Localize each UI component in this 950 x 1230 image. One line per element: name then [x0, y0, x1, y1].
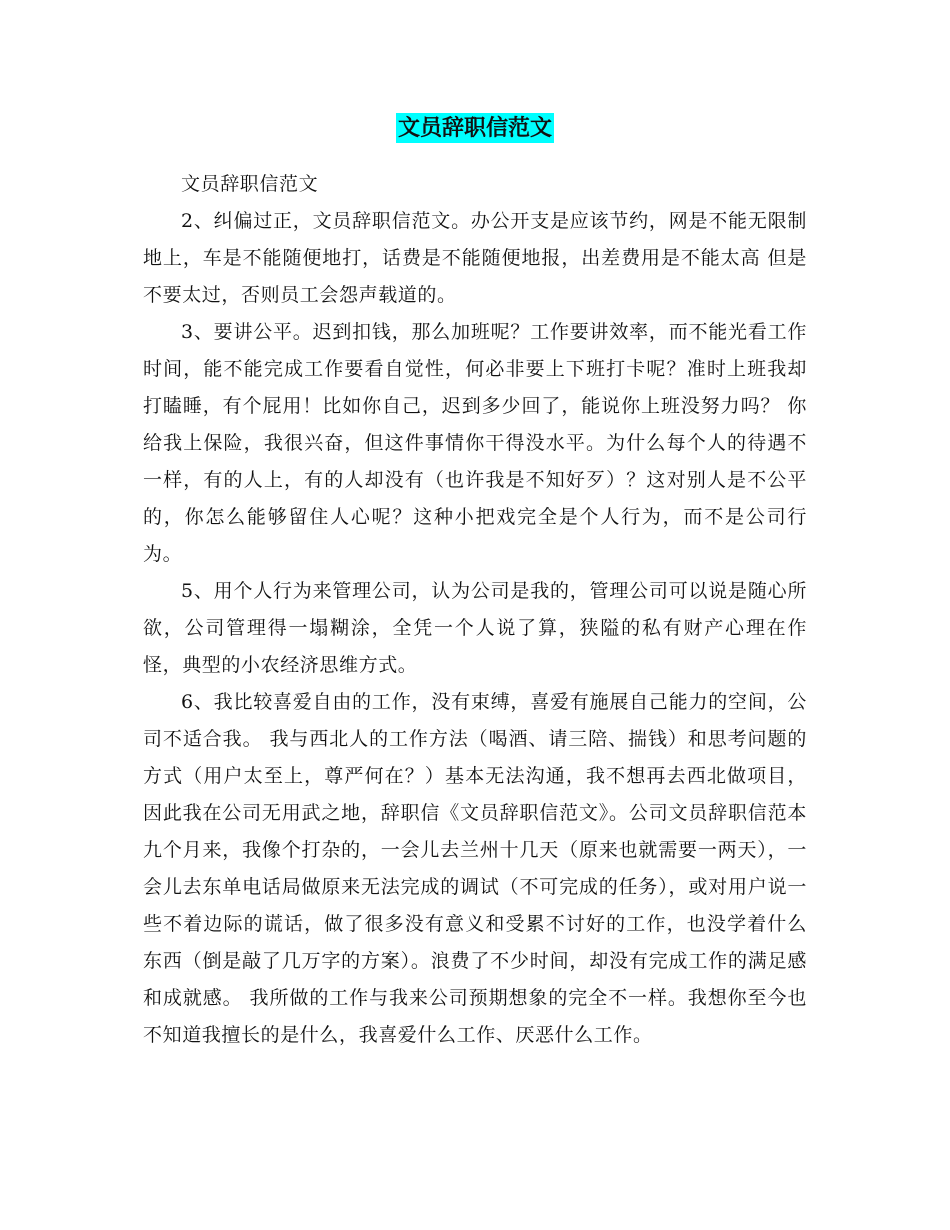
paragraph-6: 6、我比较喜爱自由的工作，没有束缚，喜爱有施展自己能力的空间，公司不适合我。 我与西北人的工作方法（喝酒、请三陪、揣钱）和思考问题的方式（用户太至上，尊严何在？）基本无法沟通，我不想再去西北做项目，因此我在公司无用武之地，辞职信《文员辞职信范文》。公司文员辞职信范本 九个月来，我像个打杂的，一会儿去兰州十几天（原来也就需要一两天），一会儿去东单电话局做原来无法完成的调试（不可完成的任务），或对用户说一些不着边际的谎话，做了很多没有意义和受累不讨好的工作，也没学着什么东西（倒是敲了几万字的方案）。浪费了不少时间，却没有完成工作的满足感和成就感。 我所做的工作与我来公司预期想象的完全不一样。我想你至今也不知道我擅长的是什么，我喜爱什么工作、厌恶什么工作。: [143, 691, 807, 1046]
paragraph-3: 3、要讲公平。迟到扣钱，那么加班呢？工作要讲效率，而不能光看工作时间，能不能完成工作要看自觉性，何必非要上下班打卡呢？准时上班我却打瞌睡，有个屁用！比如你自己，迟到多少回了，能说你上班没努力吗？ 你给我上保险，我很兴奋，但这件事情你干得没水平。为什么每个人的待遇不一样，有的人上，有的人却没有（也许我是不知好歹）？这对别人是不公平的，你怎么能够留住人心呢？这种小把戏完全是个人行为，而不是公司行为。: [143, 321, 807, 565]
title-container: [0, 113, 950, 143]
paragraph-heading: 文员辞职信范文: [181, 173, 319, 195]
paragraph-2: 2、纠偏过正，文员辞职信范文。办公开支是应该节约，网是不能无限制地上，车是不能随便地打，话费是不能随便地报，出差费用是不能太高 但是不要太过，否则员工会怨声载道的。: [143, 210, 807, 306]
paragraph-5: 5、用个人行为来管理公司，认为公司是我的，管理公司可以说是随心所欲，公司管理得一塌糊涂，全凭一个人说了算，狭隘的私有财产心理在作怪，典型的小农经济思维方式。: [143, 580, 807, 676]
document-body: [143, 166, 807, 1054]
document-title: 文员辞职信范文: [397, 115, 552, 141]
